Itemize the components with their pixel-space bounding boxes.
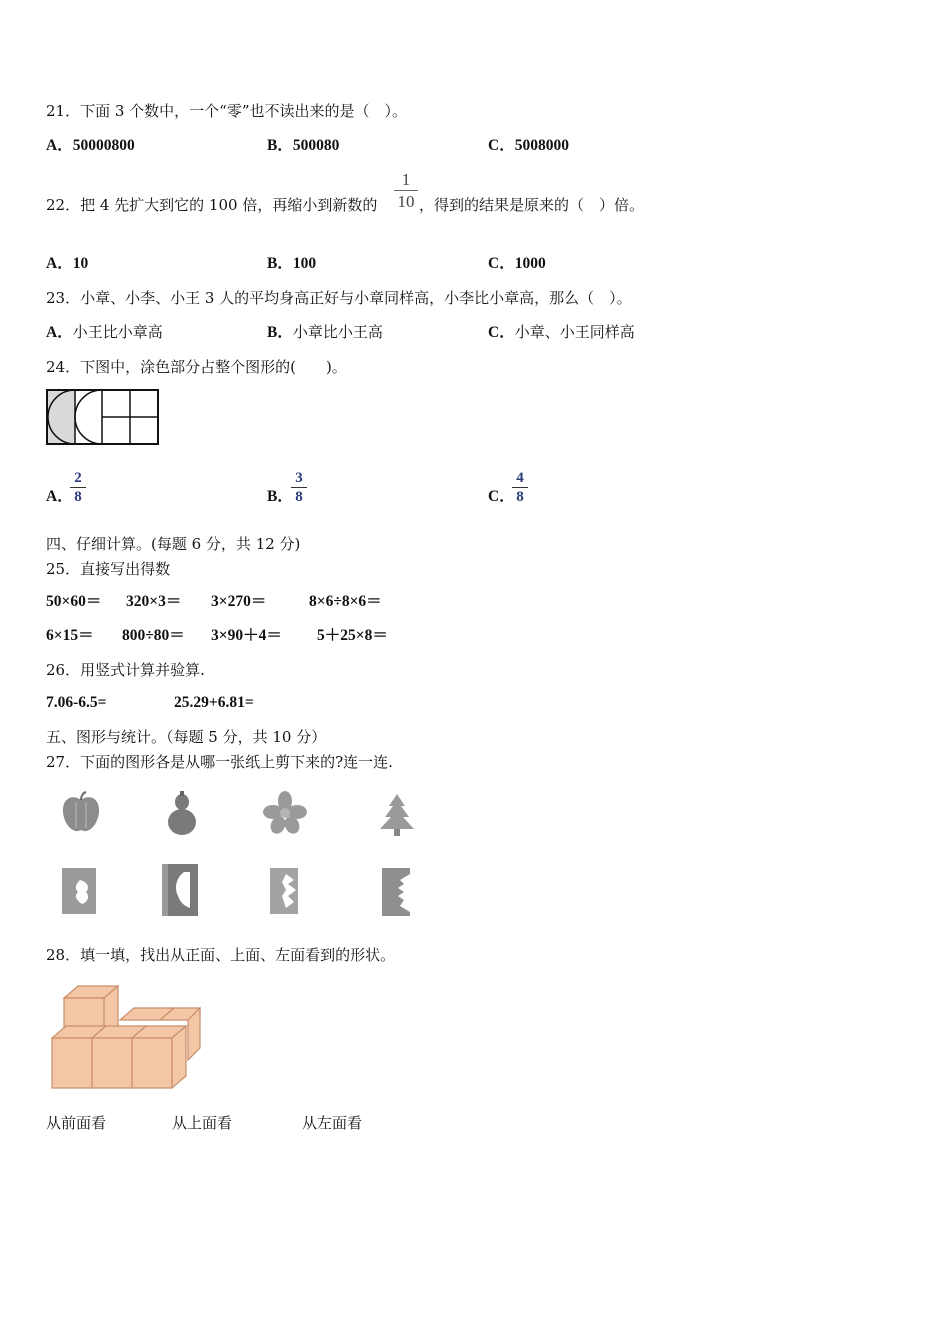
q23-stem: 23．小章、小李、小王 3 人的平均身高正好与小章同样高，小李比小章高，那么（ ）。	[46, 289, 632, 307]
option-letter: C．	[488, 137, 515, 154]
fraction-denominator: 10	[397, 192, 415, 211]
fraction-bar	[70, 487, 86, 488]
option-text: 小王比小章高	[72, 323, 163, 341]
q22-option-a[interactable]	[46, 254, 88, 274]
q26-item: 7.06-6.5=	[46, 694, 107, 711]
q24-option-c-letter[interactable]: C．	[488, 488, 515, 505]
option-letter: A．	[46, 255, 73, 272]
q24-grid-figure	[46, 389, 160, 445]
paper-icon[interactable]	[160, 862, 200, 918]
option-text: 小章比小王高	[292, 323, 383, 341]
option-text: 小章、小王同样高	[514, 323, 635, 341]
q22-option-b[interactable]	[267, 254, 316, 274]
option-letter: B．	[267, 255, 293, 272]
option-text: 1000	[514, 255, 546, 272]
q25-stem: 25．直接写出得数	[46, 560, 171, 578]
fraction-numerator: 1	[401, 170, 411, 189]
gourd-icon[interactable]	[162, 790, 202, 838]
q24-stem: 24．下图中，涂色部分占整个图形的( )。	[46, 358, 347, 376]
section4-title: 四、仔细计算。(每题 6 分，共 12 分)	[46, 535, 301, 553]
fraction-bar	[291, 487, 307, 488]
option-letter: B．	[267, 324, 293, 341]
q25-expr: 3×270＝	[211, 593, 267, 610]
option-letter: B．	[267, 137, 293, 154]
q28-view-front: 从前面看	[46, 1114, 107, 1132]
q22-option-c[interactable]	[488, 254, 546, 274]
option-text: 100	[292, 255, 317, 272]
arc-line	[75, 390, 102, 444]
tree-icon[interactable]	[374, 792, 420, 838]
option-text: 5008000	[514, 137, 569, 154]
option-text: 500080	[292, 137, 340, 154]
q25-expr: 320×3＝	[126, 593, 182, 610]
q28-view-left: 从左面看	[302, 1114, 363, 1132]
q25-expr: 6×15＝	[46, 627, 94, 644]
paper-icon[interactable]	[268, 866, 300, 916]
q24-option-c-fraction	[512, 471, 528, 505]
q25-expr: 5＋25×8＝	[317, 627, 388, 644]
q25-expr: 8×6÷8×6＝	[309, 593, 382, 610]
fraction-denominator: 8	[74, 489, 82, 505]
apple-icon[interactable]	[58, 790, 104, 836]
q21-stem: 21．下面 3 个数中，一个“零”也不读出来的是（ ）。	[46, 102, 408, 120]
paper-icon[interactable]	[380, 866, 412, 918]
fraction-denominator: 8	[516, 489, 524, 505]
q22-fraction	[394, 171, 418, 211]
option-letter: C．	[488, 255, 515, 272]
q25-expr: 50×60＝	[46, 593, 102, 610]
q22-stem-before: 22．把 4 先扩大到它的 100 倍，再缩小到新数的	[46, 196, 378, 214]
fraction-numerator: 4	[516, 470, 524, 486]
paper-icon[interactable]	[60, 866, 98, 916]
q25-expr: 3×90＋4＝	[211, 627, 282, 644]
q23-option-a[interactable]	[46, 322, 163, 343]
q22-stem-after: ，得到的结果是原来的（ ）倍。	[419, 196, 645, 214]
option-letter: A．	[46, 137, 73, 154]
q24-option-b-fraction	[291, 471, 307, 505]
fraction-denominator: 8	[295, 489, 303, 505]
q26-item: 25.29+6.81=	[174, 694, 254, 711]
q24-option-a-fraction	[70, 471, 86, 505]
q24-option-b-letter[interactable]: B．	[267, 488, 293, 505]
cube-stack-figure	[50, 980, 210, 1092]
option-text: 10	[72, 255, 89, 272]
fraction-bar	[512, 487, 528, 488]
q21-option-c[interactable]	[488, 136, 569, 156]
fraction-numerator: 3	[295, 470, 303, 486]
q28-stem: 28．填一填，找出从正面、上面、左面看到的形状。	[46, 946, 396, 964]
q27-stem: 27．下面的图形各是从哪一张纸上剪下来的?连一连.	[46, 753, 393, 771]
fraction-numerator: 2	[74, 470, 82, 486]
q25-expr: 800÷80＝	[122, 627, 185, 644]
flower-icon[interactable]	[262, 790, 308, 836]
q23-option-c[interactable]	[488, 322, 635, 343]
q24-option-a-letter[interactable]: A．	[46, 488, 73, 505]
q21-option-a[interactable]	[46, 136, 135, 156]
q26-stem: 26．用竖式计算并验算.	[46, 661, 205, 679]
option-letter: C．	[488, 324, 515, 341]
q23-option-b[interactable]	[267, 322, 383, 343]
q28-view-top: 从上面看	[172, 1114, 233, 1132]
section5-title: 五、图形与统计。（每题 5 分，共 10 分）	[46, 728, 327, 746]
q21-option-b[interactable]	[267, 136, 339, 156]
option-text: 50000800	[72, 137, 135, 154]
fraction-bar	[394, 190, 418, 191]
option-letter: A．	[46, 324, 73, 341]
